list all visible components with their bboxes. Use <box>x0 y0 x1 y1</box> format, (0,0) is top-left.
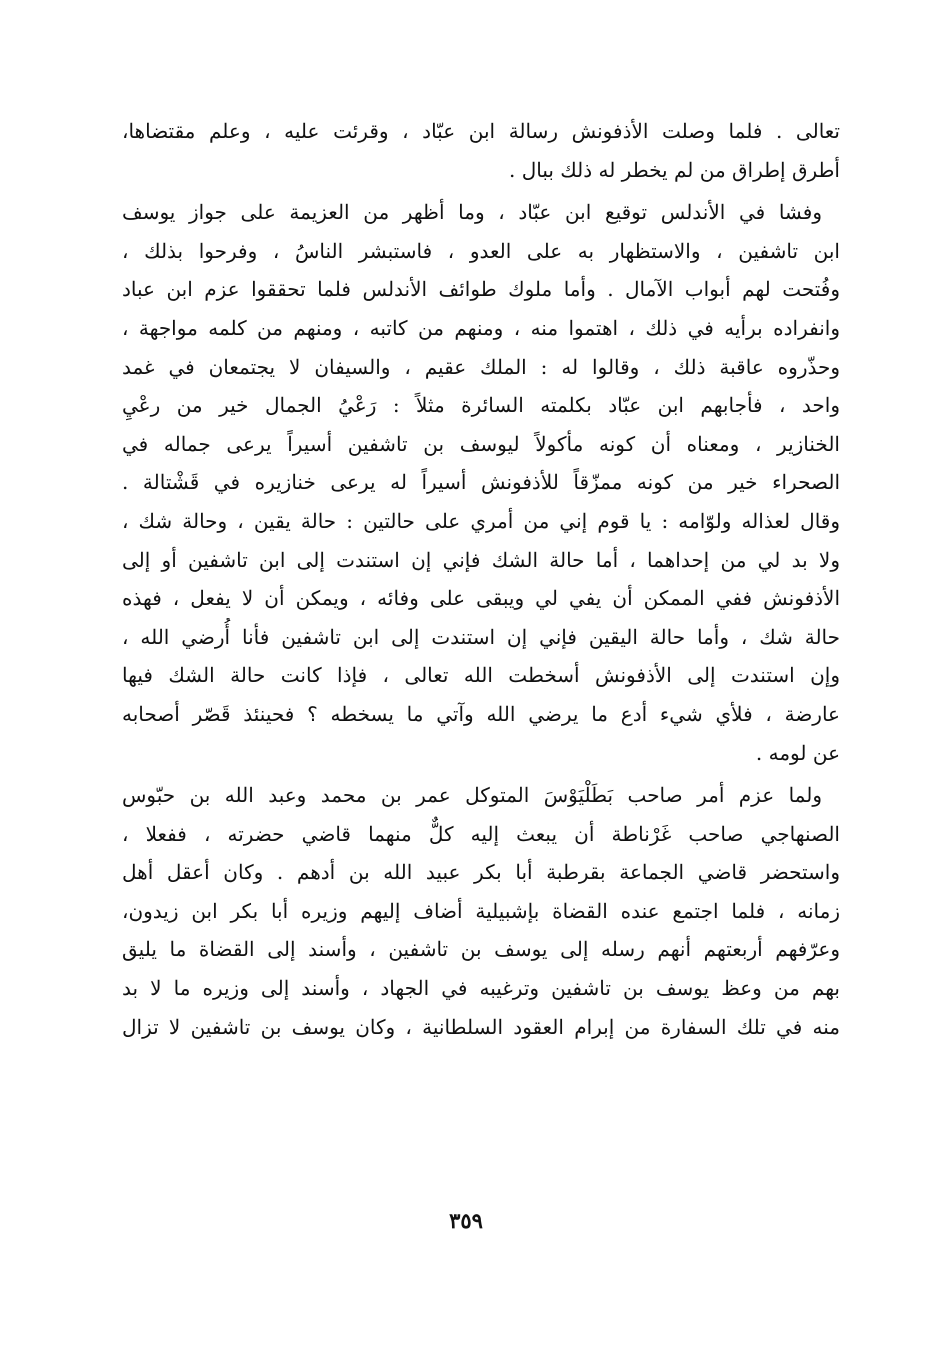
text-line: وعرّفهم أربعتهم أنهم رسله إلى يوسف بن تاشفين ، وأسند إلى القضاة ما يليق <box>122 937 840 962</box>
text-line: عارضة ، فلأي شيء أدع ما يرضي الله وآتي ما يسخطه ؟ فحينئذ قَصّر أصحابه <box>122 701 840 726</box>
text-line: تعالى . فلما وصلت الأذفونش رسالة ابن عبّاد ، وقرئت عليه ، وعلم مقتضاها، <box>122 119 840 143</box>
text-line: وفشا في الأندلس توقيع ابن عبّاد ، وما أظهر من العزيمة على جواز يوسف <box>122 200 822 225</box>
paragraph <box>122 193 840 772</box>
body-text <box>122 112 840 1046</box>
text-line: زمانه ، فلما اجتمع عنده القضاة بإشبيلية أضاف إليهم وزيره أبا بكر ابن زيدون، <box>122 898 840 923</box>
text-line: الصحراء خير من كونه ممزّقاً للأذفونش أسيراً له يرعى خنازيره في قَشْتالة . <box>122 470 840 495</box>
paragraph <box>122 112 840 189</box>
text-line: بهم من وعظ يوسف بن تاشفين وترغيبه في الجهاد ، وأسند إلى وزيره ما لا بد <box>122 976 840 1001</box>
text-line: الأذفونش ففي الممكن أن يفي لي ويبقى على وفائه ، ويمكن أن لا يفعل ، فهذه <box>122 586 840 611</box>
text-line: وفُتحت لهم أبواب الآمال . وأما ملوك طوائف الأندلس فلما تحققوا عزم ابن عباد <box>122 277 840 302</box>
text-line: حالة شك ، وأما حالة اليقين فإني إن استندت إلى ابن تاشفين فأنا أُرضي الله ، <box>122 624 840 649</box>
text-line: ولما عزم أمر صاحب بَطَلْيَوْسَ المتوكل عمر بن محمد وعبد الله بن حبّوس <box>122 783 822 808</box>
text-line: ولا بد لي من إحداهما ، أما حالة الشك فإني إن استندت إلى ابن تاشفين أو إلى <box>122 547 840 572</box>
paragraph <box>122 776 840 1046</box>
text-line: واستحضر قاضي الجماعة بقرطبة أبا بكر عبيد الله بن أدهم . وكان أعقل أهل <box>122 860 840 885</box>
text-line: عن لومه . <box>755 740 840 765</box>
text-line: الخنازير ، ومعناه أن كونه مأكولاً ليوسف بن تاشفين أسيراً يرعى جماله في <box>122 431 840 456</box>
text-line: وقال لعذاله ولوّامه : يا قوم إني من أمري على حالتين : حالة يقين ، وحالة شك ، <box>122 508 840 533</box>
text-line: ابن تاشفين ، والاستظهار به على العدو ، فاستبشر الناسُ ، وفرحوا بذلك ، <box>122 238 840 263</box>
text-line: واحد ، فأجابهم ابن عبّاد بكلمته السائرة مثلاً : رَعْيُ الجمال خير من رعْيِ <box>122 393 840 418</box>
text-line: وانفراده برأيه في ذلك ، اهتموا منه ، ومنهم من كاتبه ، ومنهم من كلمه مواجهة ، <box>122 315 840 340</box>
text-line: أطرق إطراق من لم يخطر له ذلك ببال . <box>509 157 840 182</box>
text-line: وحذّروه عاقبة ذلك ، وقالوا له : الملك عقيم ، والسيفان لا يجتمعان في غمد <box>122 354 840 379</box>
page-number: ٣٥٩ <box>449 1208 483 1233</box>
text-line: الصنهاجي صاحب غَرْناطة أن يبعث إليه كلٌّ منهما قاضي حضرته ، ففعلا ، <box>122 821 840 846</box>
text-line: وإن استندت إلى الأذفونش أسخطت الله تعالى ، فإذا كانت حالة الشك فيها <box>122 663 840 688</box>
text-line: منه في تلك السفارة من إبرام العقود السلطانية ، وكان يوسف بن تاشفين لا تزال <box>122 1014 840 1039</box>
